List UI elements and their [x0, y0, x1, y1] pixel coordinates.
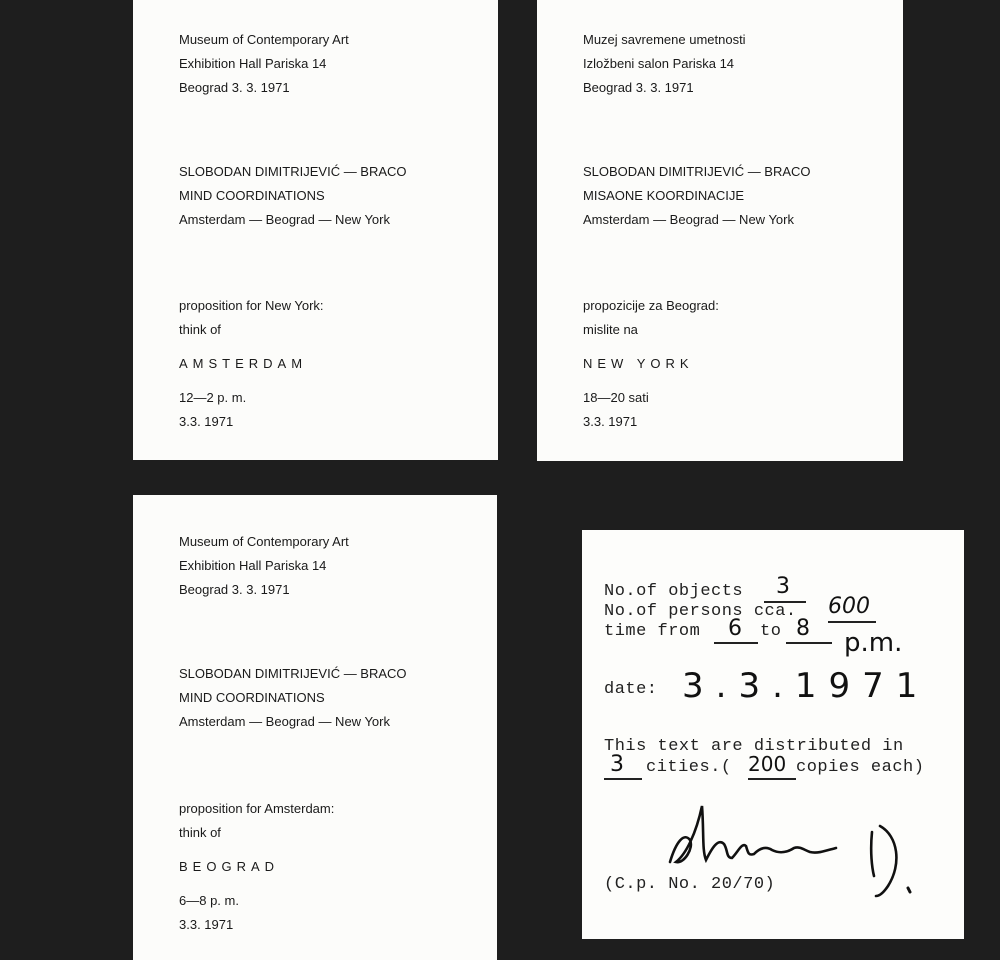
time-to-label: to — [760, 622, 782, 641]
objects-label: No.of objects — [604, 582, 744, 601]
think-label: think of — [179, 322, 221, 337]
proposition-label: proposition for Amsterdam: — [179, 801, 335, 816]
time-range: 12—2 p. m. — [179, 390, 247, 405]
time-label: time from — [604, 622, 701, 641]
venue: Izložbeni salon Pariska 14 — [583, 56, 735, 71]
cities-underline — [604, 778, 642, 780]
time-range: 6—8 p. m. — [179, 893, 239, 908]
time-to-underline — [786, 642, 832, 644]
institution-name: Muzej savremene umetnosti — [583, 32, 746, 47]
proposition-label: proposition for New York: — [179, 298, 324, 313]
card-title — [179, 160, 407, 232]
city-name: BEOGRAD — [179, 859, 280, 874]
time-from-value: 6 — [728, 616, 742, 641]
time-to-value: 8 — [796, 616, 810, 641]
city-name: AMSTERDAM — [179, 356, 308, 371]
artist-name: SLOBODAN DIMITRIJEVIĆ — BRACO — [179, 666, 407, 681]
work-title: MIND COORDINATIONS — [179, 690, 325, 705]
cp-number: (C.p. No. 20/70) — [604, 875, 776, 894]
time-suffix: p.m. — [844, 628, 903, 658]
work-title: MIND COORDINATIONS — [179, 188, 325, 203]
card-title — [179, 662, 407, 734]
date-label: date: — [604, 680, 658, 699]
copies-underline — [748, 778, 796, 780]
institution-name: Museum of Contemporary Art — [179, 32, 349, 47]
place-date: Beograd 3. 3. 1971 — [179, 582, 290, 597]
proposition-label: propozicije za Beograd: — [583, 298, 719, 313]
announcement-card-new-york — [133, 0, 498, 460]
cities-line: Amsterdam — Beograd — New York — [179, 714, 390, 729]
time-from-underline — [714, 642, 758, 644]
persons-value: 600 — [828, 594, 870, 619]
card-proposition — [583, 294, 719, 434]
distribution-line: This text are distributed in — [604, 737, 904, 756]
event-date: 3.3. 1971 — [583, 414, 638, 429]
persons-underline — [828, 621, 876, 623]
announcement-card-amsterdam — [133, 495, 497, 960]
card-header — [583, 28, 746, 100]
date-value: 3.3.1971 — [682, 666, 930, 706]
think-label: mislite na — [583, 322, 638, 337]
typewritten-form-card — [582, 530, 964, 939]
venue: Exhibition Hall Pariska 14 — [179, 56, 327, 71]
event-date: 3.3. 1971 — [179, 414, 234, 429]
think-label: think of — [179, 825, 221, 840]
card-header — [179, 28, 349, 100]
copies-count: 200 — [748, 752, 787, 776]
institution-name: Museum of Contemporary Art — [179, 534, 349, 549]
card-proposition — [179, 294, 324, 434]
event-date: 3.3. 1971 — [179, 917, 234, 932]
card-proposition — [179, 797, 334, 937]
time-range: 18—20 sati — [583, 390, 649, 405]
cities-line: Amsterdam — Beograd — New York — [583, 212, 794, 227]
cities-line: Amsterdam — Beograd — New York — [179, 212, 390, 227]
copies-label: copies each) — [796, 758, 925, 777]
place-date: Beograd 3. 3. 1971 — [583, 80, 694, 95]
place-date: Beograd 3. 3. 1971 — [179, 80, 290, 95]
cities-count: 3 — [610, 752, 624, 777]
announcement-card-beograd-serbian — [537, 0, 903, 461]
work-title: MISAONE KOORDINACIJE — [583, 188, 745, 203]
artist-name: SLOBODAN DIMITRIJEVIĆ — BRACO — [179, 164, 407, 179]
card-header — [179, 530, 349, 602]
cities-label: cities.( — [646, 758, 732, 777]
artist-name: SLOBODAN DIMITRIJEVIĆ — BRACO — [583, 164, 811, 179]
persons-label: No.of persons cca. — [604, 602, 797, 621]
card-title — [583, 160, 811, 232]
venue: Exhibition Hall Pariska 14 — [179, 558, 327, 573]
city-name: NEW YORK — [583, 356, 694, 371]
objects-value: 3 — [776, 574, 790, 599]
